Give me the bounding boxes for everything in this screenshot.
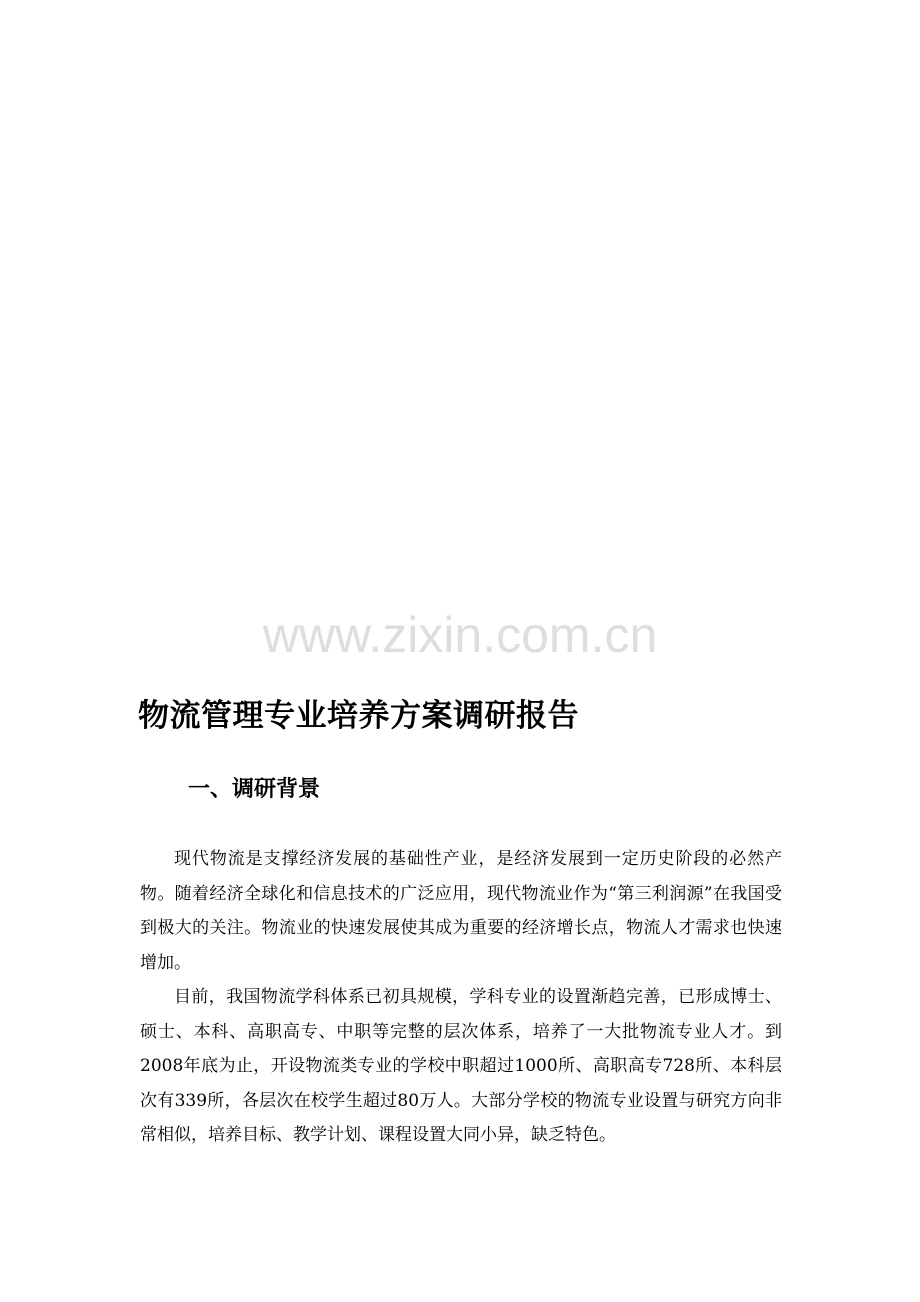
watermark-text: www.zixin.com.cn [262, 607, 658, 663]
document-title: 物流管理专业培养方案调研报告 [138, 698, 579, 734]
paragraph: 现代物流是支撑经济发展的基础性产业，是经济发展到一定历史阶段的必然产物。随着经济全球化和信息技术的广泛应用，现代物流业作为“第三利润源”在我国受到极大的关注。物流业的快速发展使其成为重要的经济增长点，物流人才需求也快速增加。 [140, 849, 782, 973]
body-text [140, 842, 782, 1153]
section-heading: 一、调研背景 [188, 777, 321, 802]
paragraph: 目前，我国物流学科体系已初具规模，学科专业的设置渐趋完善，已形成博士、硕士、本科、高职高专、中职等完整的层次体系，培养了一大批物流专业人才。到2008年底为止，开设物流类专业的学校中职超过1000所、高职高专728所、本科层次有339所，各层次在校学生超过80万人。大部分学校的物流专业设置与研究方向非常相似，培养目标、教学计划、课程设置大同小异，缺乏特色。 [140, 987, 782, 1145]
